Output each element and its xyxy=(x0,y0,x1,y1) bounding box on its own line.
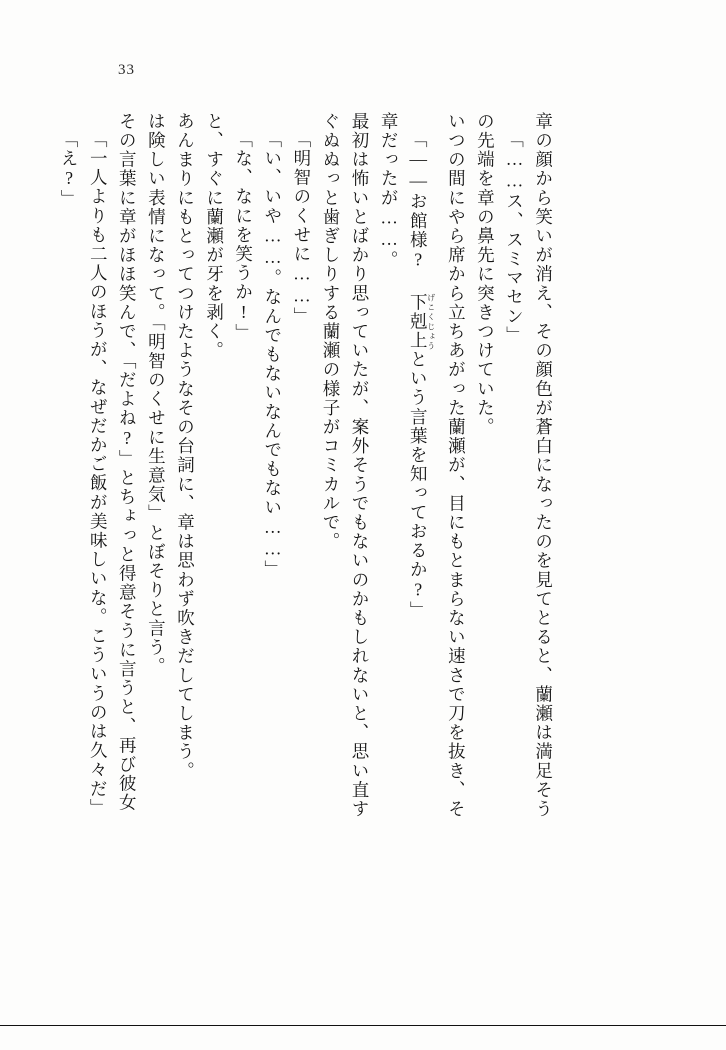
text-column: ぐぬぬっと歯ぎしりする蘭瀬の様子がコミカルで。 xyxy=(320,112,341,552)
text-column: 「……ス、スミマセン」 xyxy=(504,130,525,346)
text-column: 「え?」 xyxy=(59,130,80,209)
text-column: の先端を章の鼻先に突きつけていた。 xyxy=(475,112,496,437)
text-column: 「明智のくせに……」 xyxy=(291,130,312,326)
text-column: 章だったが……。 xyxy=(379,112,400,270)
text-column-with-ruby: 「――お館様? 下剋上げこくじょうという言葉を知っておるか?」 xyxy=(408,130,436,621)
text-column: 最初は怖いとばかり思っていたが、案外そうでもないのかもしれないと、思い直す xyxy=(350,112,371,819)
footer-divider xyxy=(0,1025,726,1026)
text-column: いつの間にやら席から立ちあがった蘭瀬が、目にもとまらない速さで刀を抜き、そ xyxy=(446,112,467,819)
text-column: と、すぐに蘭瀬が牙を剥く。 xyxy=(204,112,225,361)
text-column: その言葉に章がほほ笑んで、「だよね?」とちょっと得意そうに言うと、再び彼女 xyxy=(117,112,138,813)
page-number: 33 xyxy=(118,62,135,78)
vertical-text-body xyxy=(48,112,648,972)
text-column: あんまりにもとってつけたようなその台詞に、章は思わず吹きだしてしまう。 xyxy=(175,112,196,781)
text-column: は険しい表情になって。「明智のくせに生意気」とぼそりと言う。 xyxy=(146,112,167,677)
text-column: 「一人よりも二人のほうが、なぜだかご飯が美味しいな。こういうのは久々だ」 xyxy=(88,130,109,818)
text-column: 章の顔から笑いが消え、その顔色が蒼白になったのを見てとると、蘭瀬は満足そう xyxy=(533,112,554,819)
text-column: 「な、なにを笑うか!」 xyxy=(233,130,254,343)
text-column: 「い、いや……。なんでもないなんでもない……」 xyxy=(262,130,283,580)
